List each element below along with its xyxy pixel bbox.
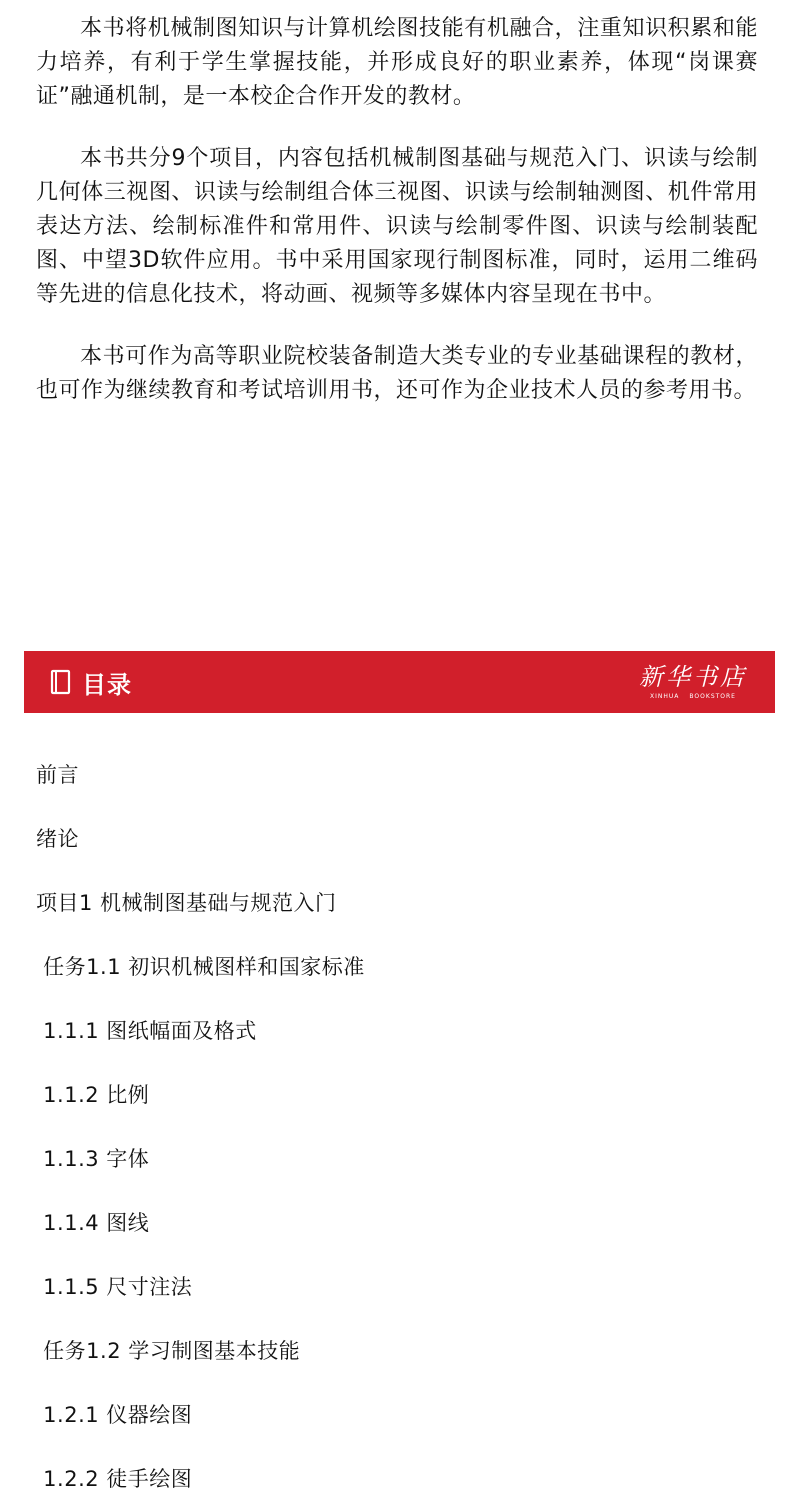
toc-title-group xyxy=(50,665,132,700)
toc-item-task-1-2[interactable]: 任务1.2 学习制图基本技能 xyxy=(36,1339,301,1363)
brand-en-word-1: XINHUA xyxy=(650,692,680,700)
toc-item-1-1-3[interactable]: 1.1.3 字体 xyxy=(36,1147,150,1171)
toc-item-1-1-4[interactable]: 1.1.4 图线 xyxy=(36,1211,150,1235)
toc-header-banner xyxy=(24,651,775,713)
toc-item-1-2-1[interactable]: 1.2.1 仪器绘图 xyxy=(36,1403,193,1427)
intro-paragraph-2: 本书共分9个项目，内容包括机械制图基础与规范入门、识读与绘制几何体三视图、识读与绘制组合体三视图、识读与绘制轴测图、机件常用表达方法、绘制标准件和常用件、识读与绘制零件图、识读与绘制装配图、中望3D软件应用。书中采用国家现行制图标准，同时，运用二维码等先进的信息化技术，将动画、视频等多媒体内容呈现在书中。 xyxy=(36,146,758,307)
toc-item-task-1-1[interactable]: 任务1.1 初识机械图样和国家标准 xyxy=(36,955,365,979)
brand-en-word-2: BOOKSTORE xyxy=(689,692,736,700)
toc-item-preface[interactable]: 前言 xyxy=(36,763,79,787)
intro-paragraph-3: 本书可作为高等职业院校装备制造大类专业的专业基础课程的教材，也可作为继续教育和考试培训用书，还可作为企业技术人员的参考用书。 xyxy=(36,344,758,403)
intro-paragraph-1: 本书将机械制图知识与计算机绘图技能有机融合，注重知识积累和能力培养，有利于学生掌握技能，并形成良好的职业素养，体现“岗课赛证”融通机制，是一本校企合作开发的教材。 xyxy=(36,16,758,109)
toc-item-1-1-2[interactable]: 1.1.2 比例 xyxy=(36,1083,150,1107)
intro-section xyxy=(36,12,758,436)
toc-item-1-2-2[interactable]: 1.2.2 徒手绘图 xyxy=(36,1467,193,1491)
toc-item-project-1[interactable]: 项目1 机械制图基础与规范入门 xyxy=(36,891,337,915)
book-icon xyxy=(50,669,72,695)
toc-item-1-1-5[interactable]: 1.1.5 尺寸注法 xyxy=(36,1275,193,1299)
brand-name-en xyxy=(650,692,736,701)
xinhua-bookstore-logo xyxy=(639,664,747,701)
toc-title: 目录 xyxy=(82,670,132,699)
brand-name-cn: 新华书店 xyxy=(639,662,747,691)
toc-item-1-1-1[interactable]: 1.1.1 图纸幅面及格式 xyxy=(36,1019,257,1043)
toc-item-introduction[interactable]: 绪论 xyxy=(36,827,79,851)
